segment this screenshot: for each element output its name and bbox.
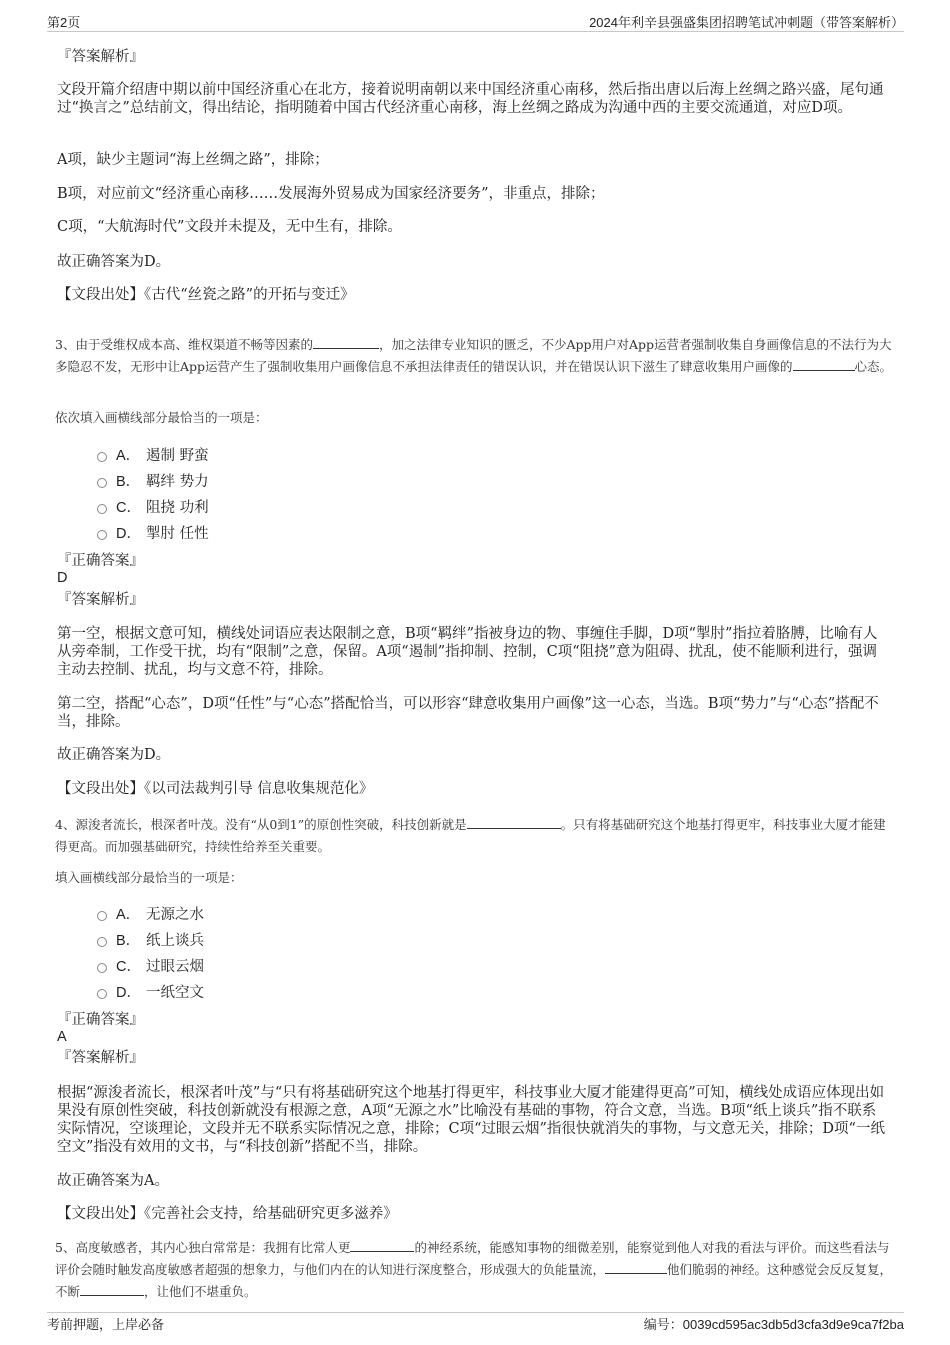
correct-answer-sentence: 故正确答案为A。	[57, 1173, 169, 1189]
page-header	[0, 0, 950, 32]
radio-button-icon[interactable]	[97, 911, 107, 921]
option-d[interactable]: D． 一纸空文	[97, 982, 204, 1000]
option-d[interactable]: D． 掣肘 任性	[97, 523, 209, 541]
radio-button-icon[interactable]	[97, 478, 107, 488]
page-number: 第2页	[47, 15, 81, 30]
source-citation: 【文段出处】《以司法裁判引导 信息收集规范化》	[57, 781, 374, 797]
radio-button-icon[interactable]	[97, 504, 107, 514]
question-prompt: 填入画横线部分最恰当的一项是：	[55, 870, 243, 885]
analysis-paragraph: 第二空，搭配“心态”，D项“任性”与“心态”搭配恰当，可以形容“肆意收集用户画像”这一心态，当选。B项“势力”与“心态”搭配不当，排除。	[57, 696, 879, 730]
fill-blank	[313, 334, 379, 349]
option-c[interactable]: C． 阻挠 功利	[97, 497, 209, 515]
answer-value: A	[57, 1029, 67, 1045]
radio-button-icon[interactable]	[97, 530, 107, 540]
footer-divider	[47, 1312, 904, 1313]
option-c[interactable]: C． 过眼云烟	[97, 956, 204, 974]
answer-label: 『正确答案』	[57, 1012, 144, 1028]
source-citation: 【文段出处】《完善社会支持，给基础研究更多滋养》	[57, 1206, 398, 1222]
question-stem: 5、高度敏感者，其内心独白常常是：我拥有比常人更 的神经系统，能感知事物的细微差别，能察觉到他人对我的看法与评价。而这些看法与评价会随时触发高度敏感者超强的想象力，与他们内在的认知进行深度整合，形成强大的负能量流， 他们脆弱的神经。这种感觉会反反复复，不断 ，让他们不堪重负。	[55, 1237, 898, 1303]
source-citation: 【文段出处】《古代“丝瓷之路”的开拓与变迁》	[57, 287, 355, 303]
radio-button-icon[interactable]	[97, 937, 107, 947]
fill-blank	[605, 1259, 667, 1274]
option-a[interactable]: A． 遏制 野蛮	[97, 445, 209, 463]
radio-button-icon[interactable]	[97, 963, 107, 973]
correct-answer-sentence: 故正确答案为D。	[57, 747, 171, 763]
radio-button-icon[interactable]	[97, 452, 107, 462]
document-id: 编号：0039cd595ac3db5d3cfa3d9e9ca7f2ba	[643, 1317, 904, 1332]
analysis-paragraph: 根据“源浚者流长，根深者叶茂”与“只有将基础研究这个地基打得更牢，科技事业大厦才能建得更高”可知，横线处成语应体现出如果没有原创性突破，科技创新就没有根源之意，A项“无源之水”比喻没有基础的事物，符合文意，当选。B项“纸上谈兵”指不联系实际情况，空谈理论，文段并无不联系实际情况之意，排除；C项“过眼云烟”指很快就消失的事物，与文意无关，排除；D项“一纸空文”指没有效用的文书，与“科技创新”搭配不当，排除。	[57, 1085, 885, 1155]
fill-blank	[793, 356, 855, 371]
footer-slogan: 考前押题，上岸必备	[47, 1318, 165, 1333]
analysis-paragraph: A项，缺少主题词“海上丝绸之路”，排除；	[57, 152, 329, 168]
analysis-paragraph: 文段开篇介绍唐中期以前中国经济重心在北方，接着说明南朝以来中国经济重心南移，然后指出唐以后海上丝绸之路兴盛，尾句通过“换言之”总结前文，得出结论，指明随着中国古代经济重心南移，海上丝绸之路成为沟通中西的主要交流通道，对应D项。	[57, 82, 884, 116]
document-title: 2024年利辛县强盛集团招聘笔试冲刺题（带答案解析）	[589, 15, 904, 30]
analysis-paragraph: B项，对应前文“经济重心南移……发展海外贸易成为国家经济要务”，非重点，排除；	[57, 186, 605, 202]
answer-label: 『正确答案』	[57, 553, 144, 569]
fill-blank	[350, 1237, 414, 1252]
fill-blank	[467, 814, 561, 829]
option-a[interactable]: A． 无源之水	[97, 904, 204, 922]
correct-answer-sentence: 故正确答案为D。	[57, 254, 171, 270]
answer-value: D	[57, 570, 68, 586]
question-prompt: 依次填入画横线部分最恰当的一项是：	[55, 410, 268, 425]
analysis-paragraph: 第一空，根据文意可知，横线处词语应表达限制之意，B项“羁绊”指被身边的物、事缠住手脚，D项“掣肘”指拉着胳膊，比喻有人从旁牵制，工作受干扰，均有“限制”之意，保留。A项“遏制”指抑制、控制，C项“阻挠”意为阻碍、扰乱，使不能顺利进行，强调主动去控制、扰乱，均与文意不符，排除。	[57, 626, 878, 678]
question-stem: 3、由于受维权成本高、维权渠道不畅等因素的 ，加之法律专业知识的匮乏，不少App用户对App运营者强制收集自身画像信息的不法行为大多隐忍不发，无形中让App运营产生了强制收集用户画像信息不承担法律责任的错误认识，并在错误认识下滋生了肆意收集用户画像的 心态。	[55, 334, 898, 378]
analysis-paragraph: C项，“大航海时代”文段并未提及，无中生有，排除。	[57, 219, 402, 235]
option-b[interactable]: B． 纸上谈兵	[97, 930, 204, 948]
radio-button-icon[interactable]	[97, 989, 107, 999]
analysis-label: 『答案解析』	[57, 1050, 144, 1066]
header-divider	[47, 31, 904, 32]
analysis-label: 『答案解析』	[57, 592, 144, 608]
fill-blank	[80, 1281, 144, 1296]
analysis-label: 『答案解析』	[57, 49, 144, 65]
question-stem: 4、源浚者流长，根深者叶茂。没有“从0到1”的原创性突破，科技创新就是 。只有将基础研究这个地基打得更牢，科技事业大厦才能建得更高。而加强基础研究，持续性给养至关重要。	[55, 814, 898, 858]
option-b[interactable]: B． 羁绊 势力	[97, 471, 209, 489]
